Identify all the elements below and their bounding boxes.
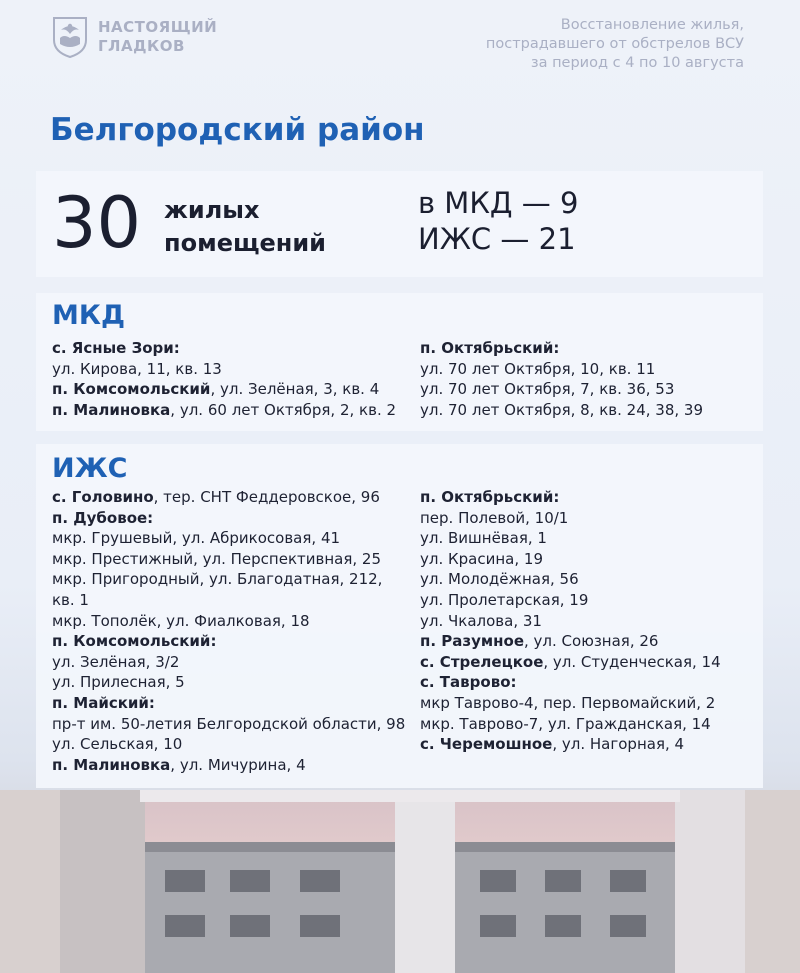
settlement-name: с. Черемошное [420,735,553,754]
channel-logo [52,16,217,58]
settlement-name: п. Дубовое: [52,508,154,527]
izhs-title: ИЖС [52,453,128,484]
address-text: мкр Таврово-4, пер. Первомайский, 2 [420,693,716,712]
address-line [52,549,405,570]
address-line [420,631,721,652]
address-text: ул. 70 лет Октября, 10, кв. 11 [420,359,656,378]
address-text: пр-т им. 50-летия Белгородской области, 98 [52,714,406,733]
address-line [52,714,405,735]
address-line [52,508,405,529]
breakdown [418,185,578,257]
address-line [52,338,396,359]
address-line [420,693,721,714]
address-text: пер. Полевой, 10/1 [420,508,569,527]
address-line [52,672,405,693]
address-line [420,528,721,549]
address-text: ул. Чкалова, 31 [420,611,542,630]
logo-line-1: НАСТОЯЩИЙ [98,18,218,36]
mkd-left-list [52,338,396,420]
address-text: мкр. Престижный, ул. Перспективная, 25 [52,549,381,568]
header-note-line: пострадавшего от обстрелов ВСУ [485,36,744,52]
address-text: , ул. 60 лет Октября, 2, кв. 2 [170,400,397,419]
total-label-line-1: жилых [164,196,260,224]
address-text: , ул. Мичурина, 4 [170,755,306,774]
settlement-name: п. Комсомольский: [52,632,217,651]
address-text: мкр. Тополёк, ул. Фиалковая, 18 [52,611,310,630]
address-text: ул. 70 лет Октября, 7, кв. 36, 53 [420,380,675,399]
district-title: Белгородский район [50,112,425,148]
izhs-section [36,444,763,788]
address-text: , ул. Студенческая, 14 [543,652,721,671]
summary-panel [36,171,763,277]
address-text: ул. Зелёная, 3/2 [52,652,180,671]
address-text: ул. Вишнёвая, 1 [420,529,547,548]
address-text: ул. Кирова, 11, кв. 13 [52,359,222,378]
total-label [164,194,326,260]
address-line [420,590,721,611]
logo-line-2: ГЛАДКОВ [98,37,185,55]
address-text: кв. 1 [52,590,89,609]
breakdown-izhs: ИЖС — 21 [418,222,576,256]
address-line [52,400,396,421]
address-text: ул. Сельская, 10 [52,735,183,754]
mkd-title: МКД [52,300,125,331]
mkd-right-list [420,338,703,420]
settlement-name: с. Головино [52,488,154,506]
settlement-name: с. Ясные Зори: [52,339,180,357]
address-line [52,693,405,714]
settlement-name: п. Октябрьский: [420,488,560,506]
mkd-section [36,293,763,431]
address-line [52,359,396,380]
address-line [420,672,721,693]
address-line [420,569,721,590]
settlement-name: п. Майский: [52,693,155,712]
settlement-name: п. Малиновка [52,400,171,419]
address-line [420,508,721,529]
address-line [420,379,703,400]
address-text: ул. 70 лет Октября, 8, кв. 24, 38, 39 [420,400,703,419]
address-line [420,734,721,755]
address-text: мкр. Грушевый, ул. Абрикосовая, 41 [52,529,341,548]
total-count: 30 [52,182,142,264]
settlement-name: п. Разумное [420,632,524,651]
address-text: , ул. Союзная, 26 [524,632,659,651]
izhs-right-list [420,487,721,755]
address-line [420,338,703,359]
address-line [52,611,405,632]
address-line [52,755,405,776]
coat-of-arms-icon [52,16,88,58]
address-line [52,487,405,508]
address-line [420,652,721,673]
total-label-line-2: помещений [164,229,326,257]
address-line [52,569,405,590]
address-text: мкр. Таврово-7, ул. Гражданская, 14 [420,714,711,733]
address-text: мкр. Пригородный, ул. Благодатная, 212, [52,570,383,589]
address-line [52,379,396,400]
header-note-line: за период с 4 по 10 августа [530,55,744,71]
address-line [52,590,405,611]
address-line [420,549,721,570]
settlement-name: п. Малиновка [52,755,171,774]
address-text: ул. Пролетарская, 19 [420,590,589,609]
address-line [420,487,721,508]
settlement-name: с. Стрелецкое [420,652,544,671]
address-text: ул. Красина, 19 [420,549,543,568]
address-line [52,734,405,755]
address-text: ул. Молодёжная, 56 [420,570,579,589]
address-text: ул. Прилесная, 5 [52,673,185,692]
address-line [52,631,405,652]
address-line [420,714,721,735]
address-line [52,652,405,673]
header-note-line: Восстановление жилья, [560,17,744,33]
settlement-name: п. Октябрьский: [420,339,560,357]
address-text: , тер. СНТ Феддеровское, 96 [153,488,380,506]
address-line [420,611,721,632]
settlement-name: с. Таврово: [420,673,517,692]
address-text: , ул. Зелёная, 3, кв. 4 [210,380,380,399]
address-line [420,400,703,421]
header-note [384,16,744,73]
settlement-name: п. Комсомольский [52,380,211,399]
breakdown-mkd: в МКД — 9 [418,186,579,220]
izhs-left-list [52,487,405,775]
window-photo [0,790,800,973]
address-text: , ул. Нагорная, 4 [552,735,685,754]
address-line [420,359,703,380]
address-line [52,528,405,549]
